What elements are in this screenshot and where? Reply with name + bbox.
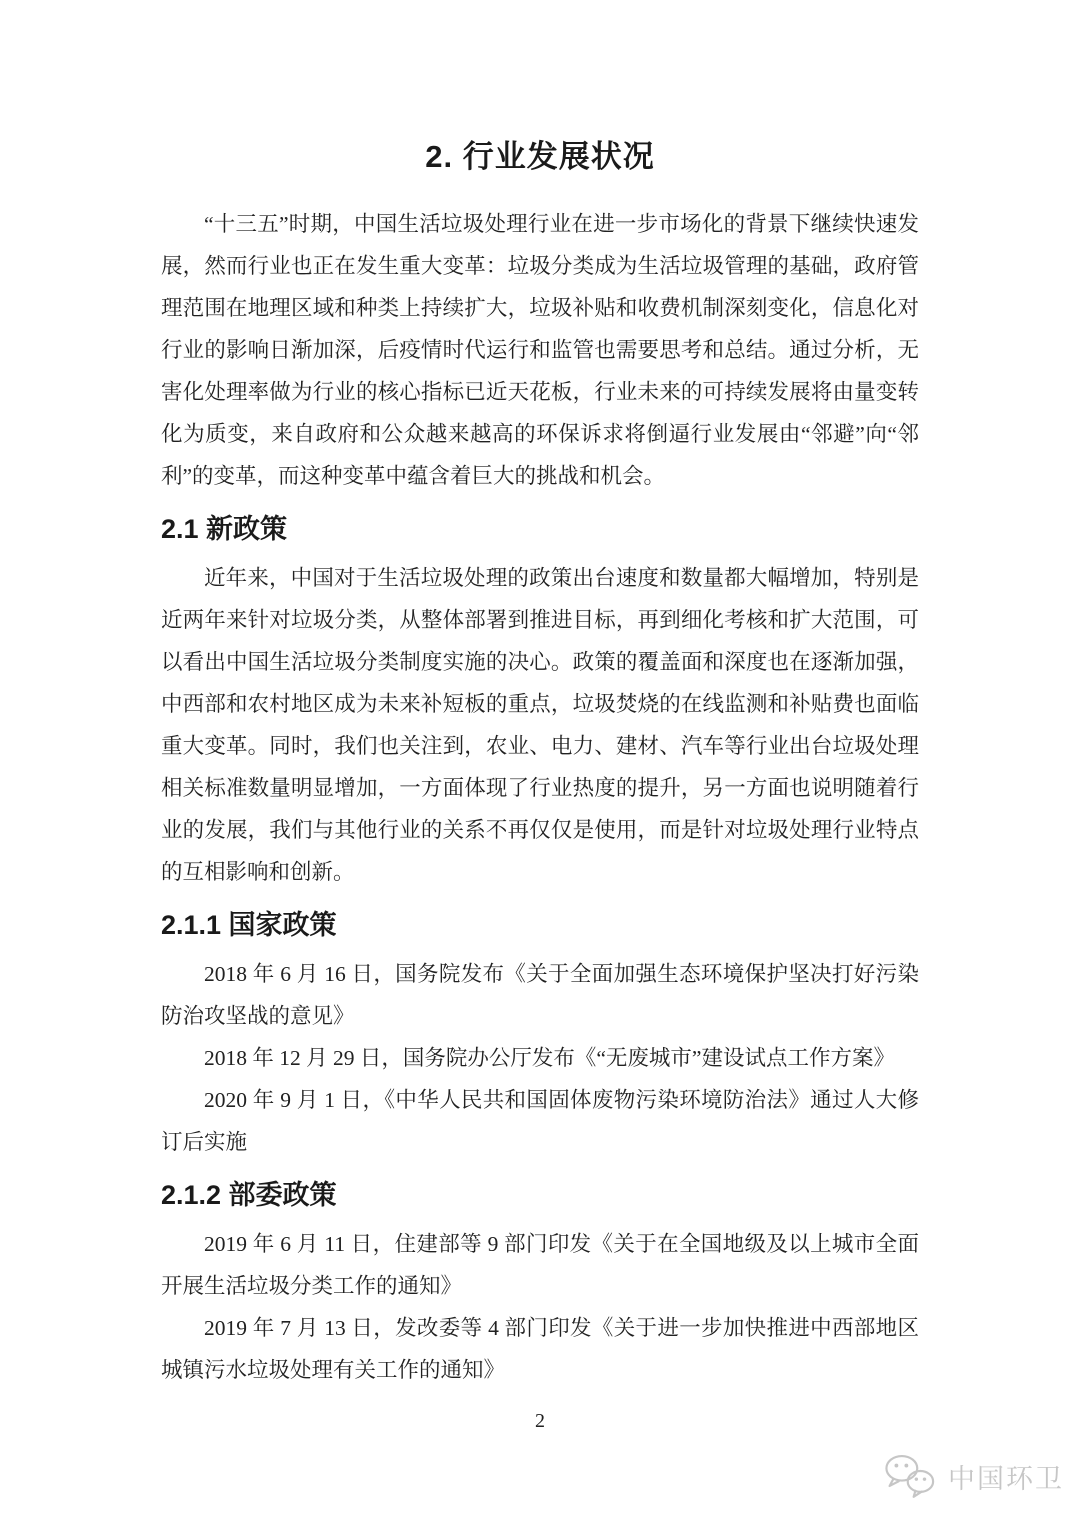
page-title: 2. 行业发展状况 xyxy=(425,139,655,174)
watermark-label: 中国环卫 xyxy=(948,1463,1064,1494)
section-body-new-policy: 近年来，中国对于生活垃圾处理的政策出台速度和数量都大幅增加，特别是近两年来针对垃圾分类，从整体部署到推进目标，再到细化考核和扩大范围，可以看出中国生活垃圾分类制度实施的决心。政策的覆盖面和深度也在逐渐加强，中西部和农村地区成为未来补短板的重点，垃圾焚烧的在线监测和补贴费也面临重大变革。同时，我们也关注到，农业、电力、建材、汽车等行业出台垃圾处理相关标准数量明显增加，一方面体现了行业热度的提升，另一方面也说明随着行业的发展，我们与其他行业的关系不再仅仅是使用，而是针对垃圾处理行业特点的互相影响和创新。 xyxy=(161,566,919,884)
section-heading-new-policy: 2.1 新政策 xyxy=(161,514,288,544)
policy-item-national-2: 2018 年 12 月 29 日，国务院办公厅发布《“无废城市”建设试点工作方案》 xyxy=(204,1046,895,1070)
policy-item-ministry-1: 2019 年 6 月 11 日，住建部等 9 部门印发《关于在全国地级及以上城市全面开展生活垃圾分类工作的通知》 xyxy=(161,1232,919,1298)
wechat-icon xyxy=(881,1453,939,1499)
policy-item-national-3: 2020 年 9 月 1 日，《中华人民共和国固体废物污染环境防治法》通过人大修订后实施 xyxy=(161,1088,919,1154)
document-content xyxy=(161,0,919,1391)
watermark xyxy=(881,1453,1064,1499)
intro-paragraph: “十三五”时期，中国生活垃圾处理行业在进一步市场化的背景下继续快速发展，然而行业也正在发生重大变革：垃圾分类成为生活垃圾管理的基础，政府管理范围在地理区域和种类上持续扩大，垃圾补贴和收费机制深刻变化，信息化对行业的影响日渐加深，后疫情时代运行和监管也需要思考和总结。通过分析，无害化处理率做为行业的核心指标已近天花板，行业未来的可持续发展将由量变转化为质变，来自政府和公众越来越高的环保诉求将倒逼行业发展由“邻避”向“邻利”的变革，而这种变革中蕴含着巨大的挑战和机会。 xyxy=(161,212,919,488)
section-heading-national-policy: 2.1.1 国家政策 xyxy=(161,910,337,940)
page-number: 2 xyxy=(535,1410,545,1432)
section-heading-ministry-policy: 2.1.2 部委政策 xyxy=(161,1180,337,1210)
policy-item-national-1: 2018 年 6 月 16 日，国务院发布《关于全面加强生态环境保护坚决打好污染防治攻坚战的意见》 xyxy=(161,962,919,1028)
policy-item-ministry-2: 2019 年 7 月 13 日，发改委等 4 部门印发《关于进一步加快推进中西部地区城镇污水垃圾处理有关工作的通知》 xyxy=(161,1316,919,1382)
